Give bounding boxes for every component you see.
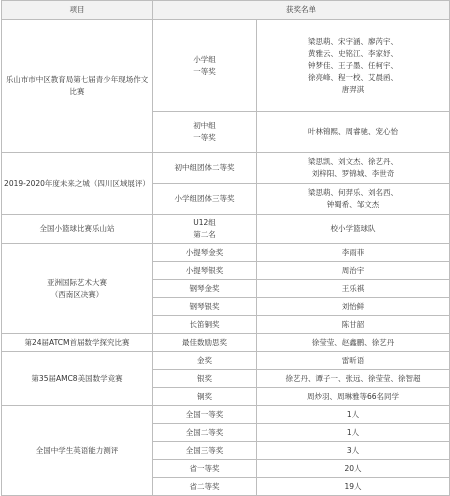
project-cell: 第35届AMC8美国数学竞赛	[2, 352, 153, 406]
project-cell: 亚洲国际艺术大赛 （西南区决赛）	[2, 244, 153, 334]
table-row	[2, 20, 450, 112]
winners-cell: 陈甘韶	[257, 316, 450, 334]
award-cell: 全国三等奖	[153, 442, 257, 460]
awards-table	[1, 0, 450, 496]
winners-cell: 王乐祺	[257, 280, 450, 298]
winners-cell: 1人	[257, 406, 450, 424]
award-cell: 小提琴银奖	[153, 262, 257, 280]
project-cell: 乐山市市中区教育局第七届青少年现场作文比赛	[2, 20, 153, 153]
winners-cell: 20人	[257, 460, 450, 478]
award-cell: 初中组团体二等奖	[153, 153, 257, 184]
award-cell: 全国二等奖	[153, 424, 257, 442]
header-project: 项目	[2, 1, 153, 20]
winners-cell: 校小学篮球队	[257, 215, 450, 244]
award-cell: 最佳数励思奖	[153, 334, 257, 352]
award-cell: 省一等奖	[153, 460, 257, 478]
project-cell: 全国中学生英语能力测评	[2, 406, 153, 496]
award-cell: 钢琴金奖	[153, 280, 257, 298]
winners-cell: 梁思萌、何羿乐、刘名西、 钟蜀希、邹文杰	[257, 184, 450, 215]
table-header-row	[2, 1, 450, 20]
award-cell: 小提琴金奖	[153, 244, 257, 262]
award-cell: 长笛铜奖	[153, 316, 257, 334]
winners-cell: 3人	[257, 442, 450, 460]
table-row	[2, 244, 450, 262]
award-cell: 金奖	[153, 352, 257, 370]
award-cell: 铜奖	[153, 388, 257, 406]
winners-cell: 徐莹莹、赵鑫鹏、徐艺丹	[257, 334, 450, 352]
project-cell: 第24届ATCM首届数学探究比赛	[2, 334, 153, 352]
award-cell: 银奖	[153, 370, 257, 388]
winners-cell: 梁思凯、刘文杰、徐艺丹、 刘梓阳、罗锦城、李世奇	[257, 153, 450, 184]
table-row	[2, 153, 450, 184]
winners-cell: 周治宇	[257, 262, 450, 280]
table-row	[2, 352, 450, 370]
table-row	[2, 406, 450, 424]
table-row	[2, 334, 450, 352]
winners-cell: 徐艺丹、谭子一、张远、徐莹莹、徐智超	[257, 370, 450, 388]
award-cell: U12组 第二名	[153, 215, 257, 244]
winners-cell: 周炒羽、周琳雅等66名同学	[257, 388, 450, 406]
winners-cell: 1人	[257, 424, 450, 442]
award-cell: 全国一等奖	[153, 406, 257, 424]
winners-cell: 李雨菲	[257, 244, 450, 262]
award-cell: 钢琴银奖	[153, 298, 257, 316]
project-cell: 全国小篮球比赛乐山站	[2, 215, 153, 244]
award-cell: 小学组团体三等奖	[153, 184, 257, 215]
header-winners: 获奖名单	[153, 1, 450, 20]
winners-cell: 叶林锦熙、周睿驰、宠心怡	[257, 112, 450, 153]
table-row	[2, 215, 450, 244]
award-cell: 初中组 一等奖	[153, 112, 257, 153]
winners-cell: 19人	[257, 478, 450, 496]
award-cell: 小学组 一等奖	[153, 20, 257, 112]
winners-cell: 刘怡鲜	[257, 298, 450, 316]
winners-cell: 雷昕语	[257, 352, 450, 370]
project-cell: 2019-2020年度未来之城（四川区域展评）	[2, 153, 153, 215]
winners-cell: 梁思萌、宋宇涵、廖芮宇、 黄雅云、史铭江、李家妤、 钟梦佳、王子墨、任柯宇、 徐亮峰、程一校、艾晨函、 唐羿淇	[257, 20, 450, 112]
award-cell: 省二等奖	[153, 478, 257, 496]
